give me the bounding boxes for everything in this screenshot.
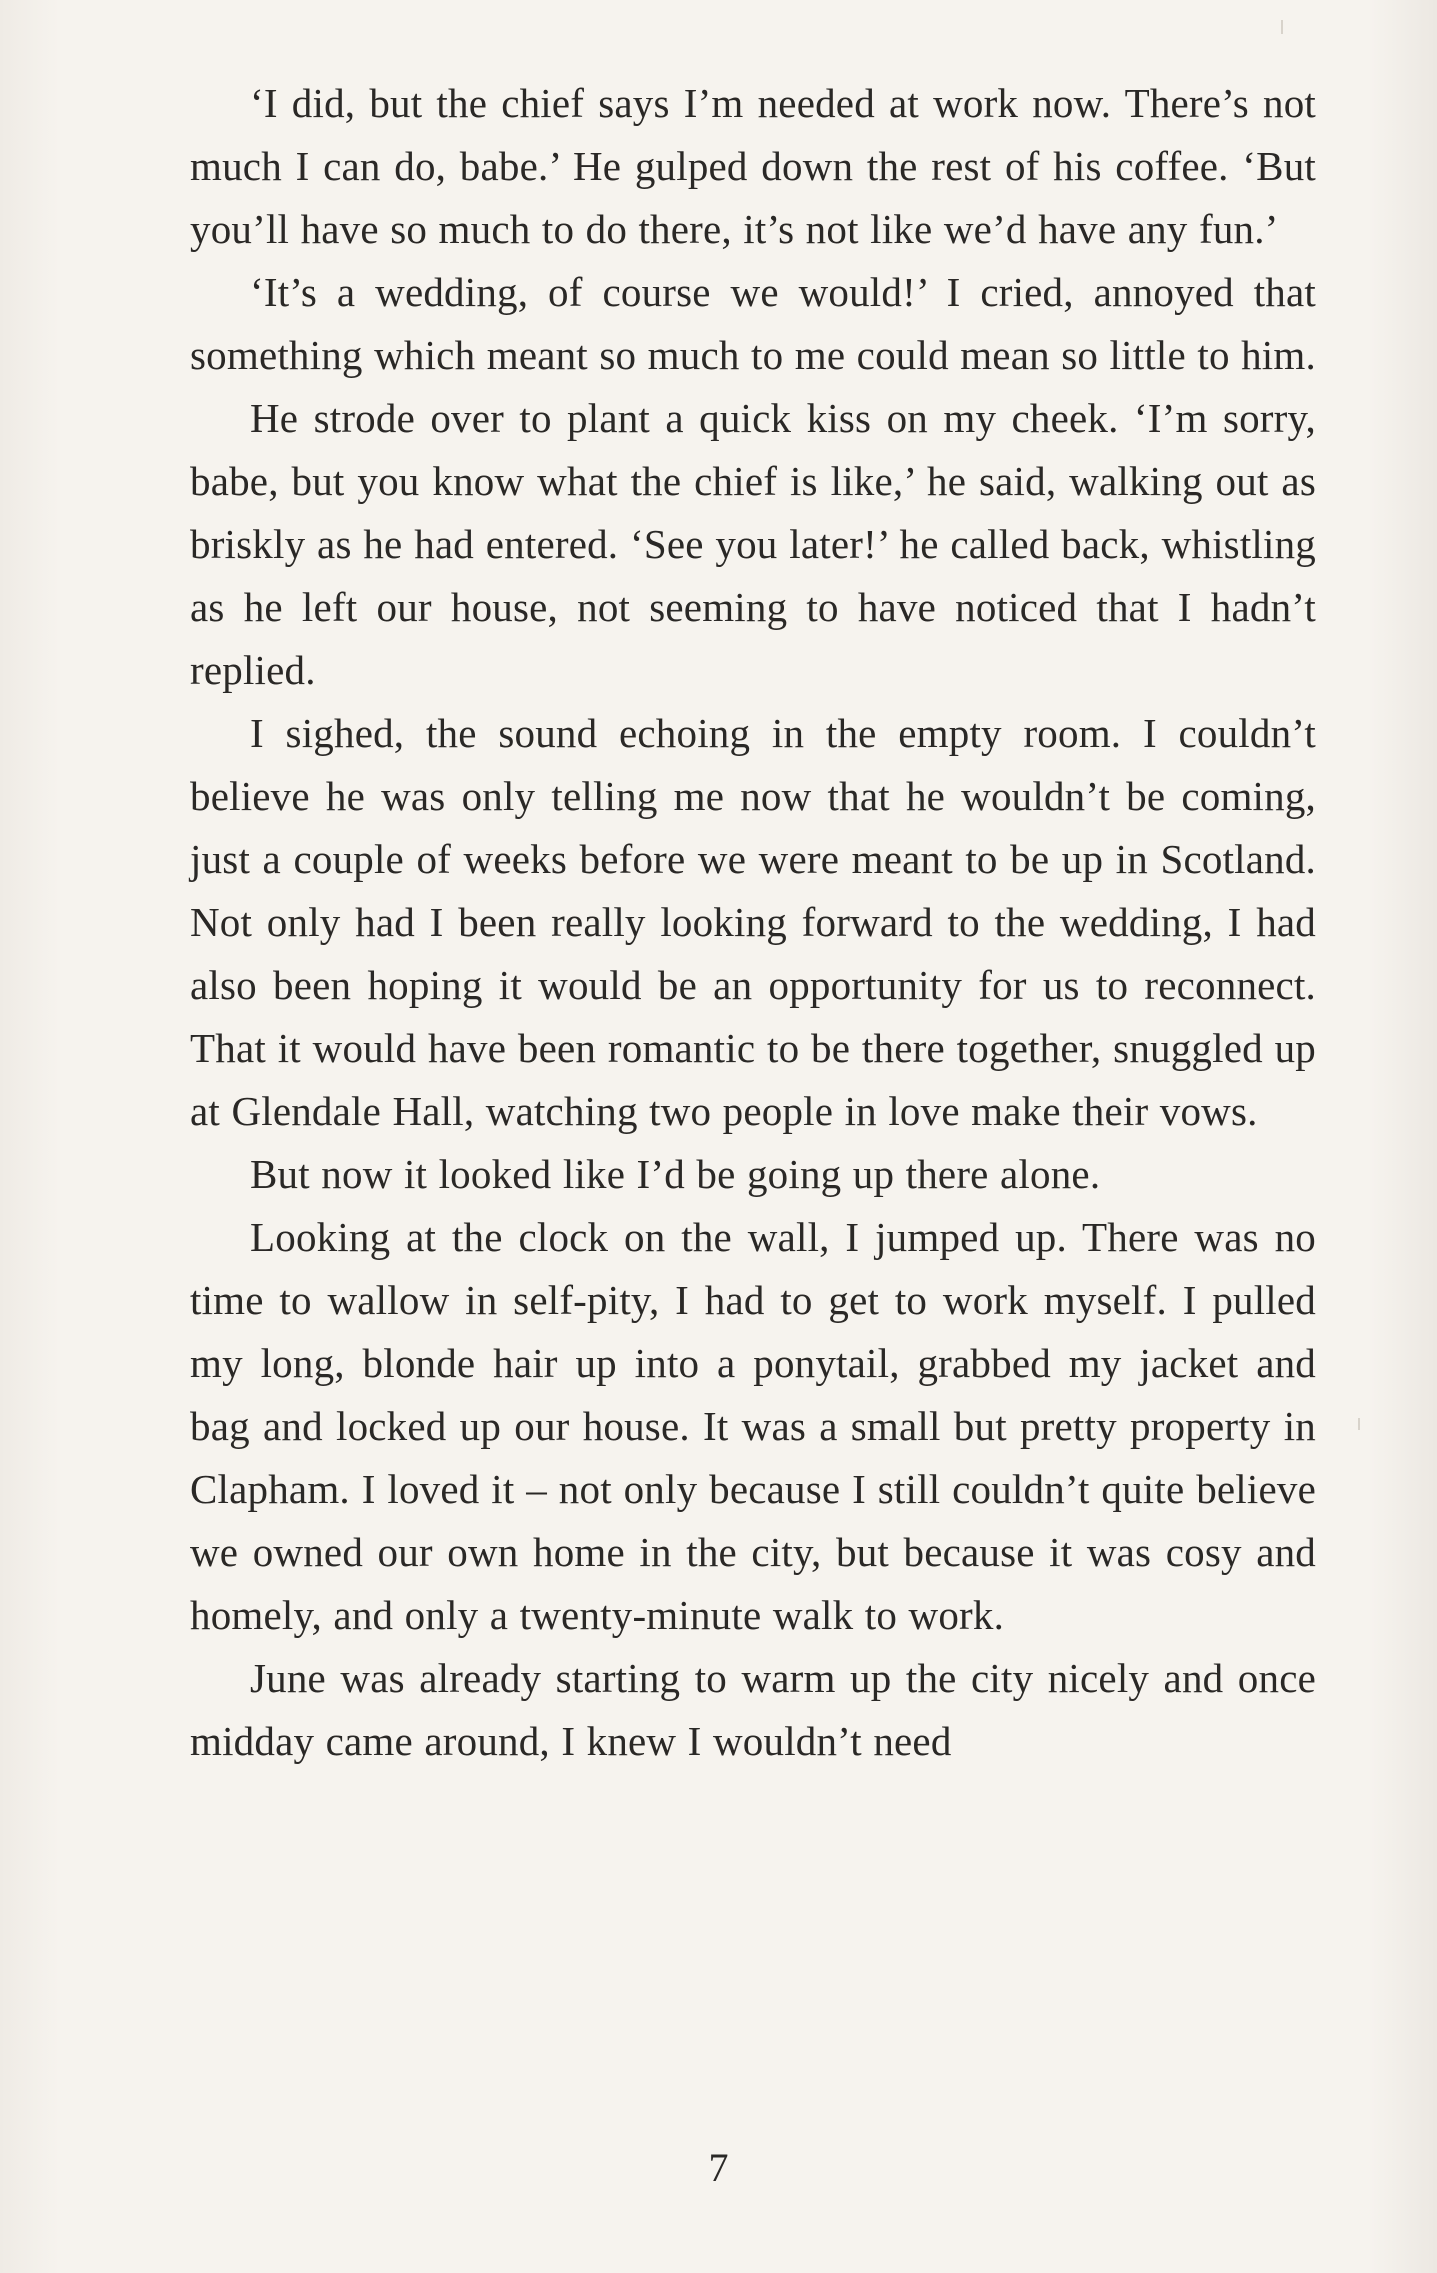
paragraph-3: He strode over to plant a quick kiss on my cheek. ‘I’m sorry, babe, but you know what the chief is like,’ he said, walking out as briskly as he had entered. ‘See you later!’ he called back, whistling as he left our house, not seeming to have noticed that I hadn’t replied.	[190, 395, 1316, 693]
paragraph-6: Looking at the clock on the wall, I jumped up. There was no time to wallow in self-pity, I had to get to work myself. I pulled my long, blonde hair up into a ponytail, grabbed my jacket and bag and locked up our house. It was a small but pretty property in Clapham. I loved it – not only because I still couldn’t quite believe we owned our own home in the city, but because it was cosy and homely, and only a twenty-minute walk to work.	[190, 1214, 1316, 1638]
paragraph-4: I sighed, the sound echoing in the empty room. I couldn’t believe he was only telling me now that he wouldn’t be coming, just a couple of weeks before we were meant to be up in Scotland. Not only had I been really looking forward to the wedding, I had also been hoping it would be an opportunity for us to reconnect. That it would have been romantic to be there together, snuggled up at Glendale Hall, watching two people in love make their vows.	[190, 710, 1316, 1134]
body-text	[190, 72, 1316, 1773]
scan-mark	[1358, 1418, 1360, 1430]
paragraph-5: But now it looked like I’d be going up there alone.	[250, 1151, 1101, 1197]
paragraph-2: ‘It’s a wedding, of course we would!’ I cried, annoyed that something which meant so much to me could mean so little to him.	[190, 269, 1316, 378]
page-number: 7	[708, 2145, 729, 2190]
paragraph-7: June was already starting to warm up the city nicely and once midday came around, I knew I wouldn’t need	[190, 1655, 1316, 1764]
scan-mark	[1281, 20, 1283, 34]
paragraph-1: ‘I did, but the chief says I’m needed at work now. There’s not much I can do, babe.’ He gulped down the rest of his coffee. ‘But you’ll have so much to do there, it’s not like we’d have any fun.’	[190, 80, 1316, 252]
